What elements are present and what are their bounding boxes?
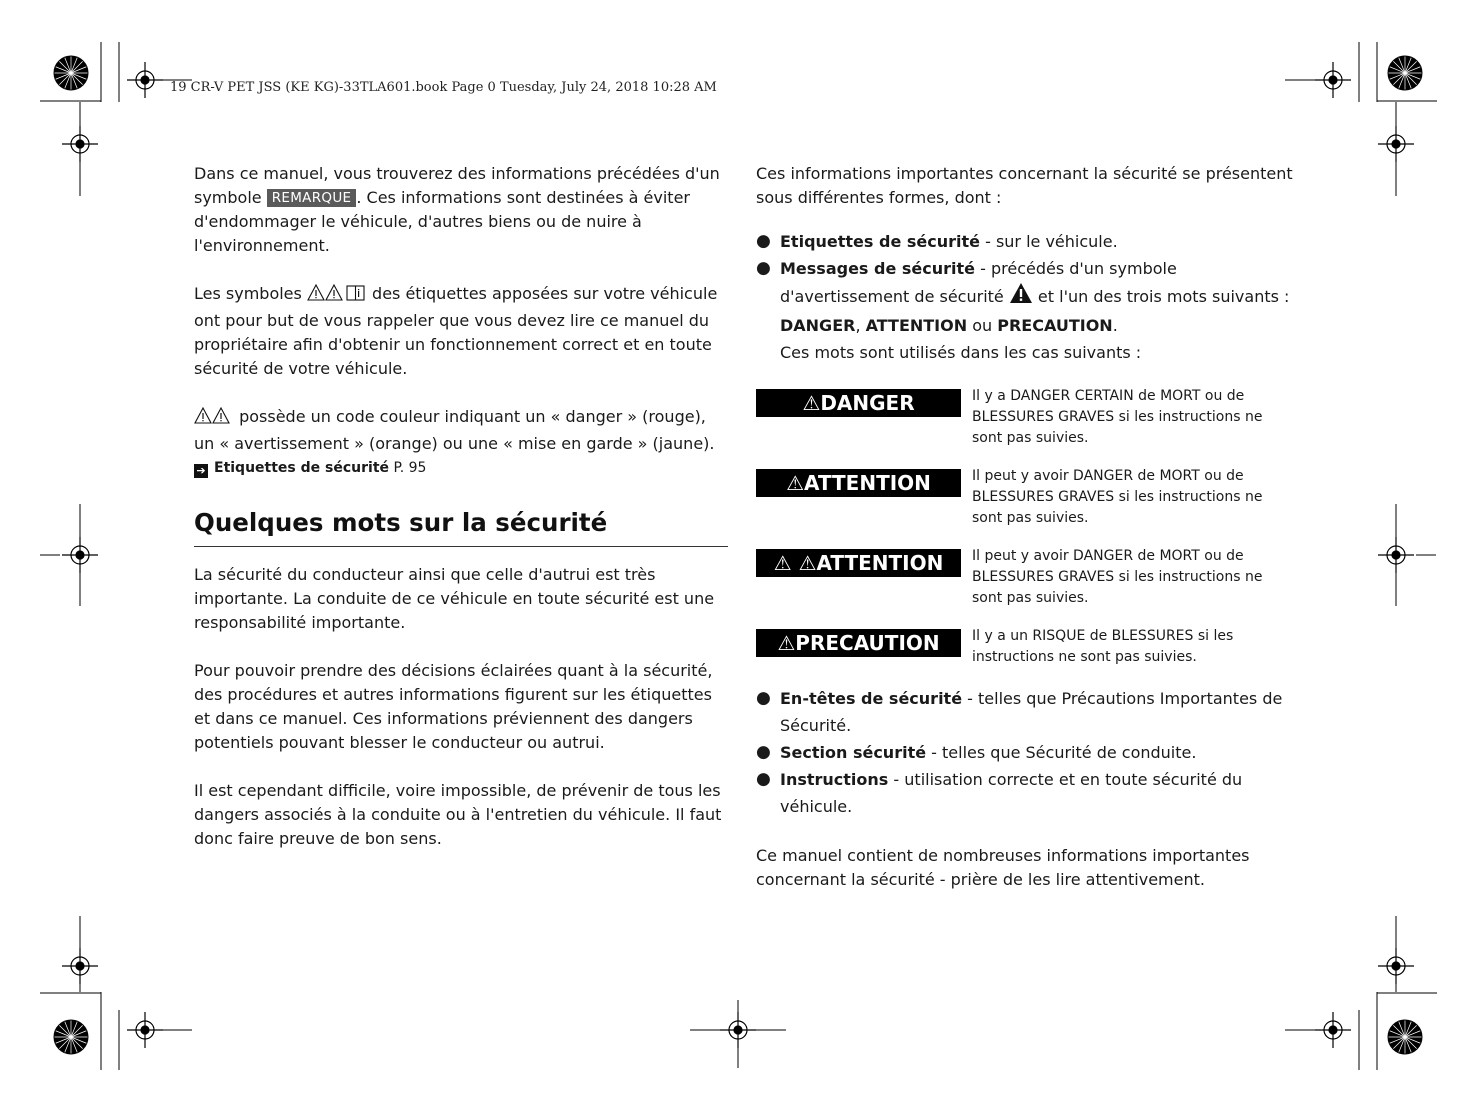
signal-attention — [756, 466, 1296, 529]
list-item — [756, 255, 1296, 366]
paragraph: Il est cependant difficile, voire impossible, de prévenir de tous les dangers associés à la conduite ou à l'entretien du véhicule. Il faut donc faire preuve de bon sens. — [194, 781, 722, 848]
signal-description: Il y a DANGER CERTAIN de MORT ou de BLESSURES GRAVES si les instructions ne sont pas suivies. — [972, 388, 1263, 446]
text: Section sécurité — [780, 743, 927, 762]
signal-description: Il peut y avoir DANGER de MORT ou de BLESSURES GRAVES si les instructions ne sont pas suivies. — [972, 548, 1263, 606]
signal-description: Il peut y avoir DANGER de MORT ou de BLESSURES GRAVES si les instructions ne sont pas suivies. — [972, 468, 1263, 526]
closing-paragraph: Ce manuel contient de nombreuses informations importantes concernant la sécurité - prière de les lire attentivement. — [756, 846, 1250, 889]
alert-icon: ⚠ ⚠ — [773, 551, 817, 575]
text: - telles que Précautions Importantes de Sécurité. — [780, 689, 1283, 735]
left-column — [194, 162, 728, 851]
text: ATTENTION — [804, 471, 931, 495]
color-code-paragraph — [194, 405, 728, 456]
remarque-badge: REMARQUE — [267, 189, 357, 207]
text: - utilisation correcte et en toute sécurité du véhicule. — [780, 770, 1243, 816]
text: DANGER — [820, 391, 915, 415]
signal-label — [756, 549, 961, 577]
signal-label — [756, 469, 961, 497]
forms-list — [756, 228, 1296, 366]
paragraph: Pour pouvoir prendre des décisions éclairées quant à la sécurité, des procédures et autres informations figurent sur les étiquettes et dans ce manuel. Ces informations préviennent des dangers potentiels pouvant blesser le conducteur ou autrui. — [194, 661, 713, 752]
text: En-têtes de sécurité — [780, 689, 963, 708]
alert-icon: ⚠ — [802, 391, 821, 415]
text: des étiquettes apposées sur votre véhicule ont pour but de vous rappeler que vous devez lire ce manuel du propriétaire afin d'obtenir un fonctionnement correct et en toute sécurité de votre véhicule. — [194, 284, 718, 378]
list-item — [756, 766, 1296, 820]
signal-label — [756, 389, 961, 417]
section-heading: Quelques mots sur la sécurité — [194, 508, 728, 547]
text: - précédés d'un symbole d'avertissement de sécurité — [780, 259, 1177, 306]
signal-label — [756, 629, 961, 657]
keyword: DANGER — [780, 316, 856, 335]
text: ATTENTION — [816, 551, 944, 575]
text: Etiquettes de sécurité — [780, 232, 980, 251]
keyword: PRECAUTION — [997, 316, 1113, 335]
forms-list-continued — [756, 685, 1296, 820]
alert-icon: ⚠ — [777, 631, 796, 655]
text: possède un code couleur indiquant un « danger » (rouge), un « avertissement » (orange) ou une « mise en garde » (jaune). — [194, 407, 715, 453]
warning-triangle-icon — [307, 284, 367, 309]
text: Ces mots sont utilisés dans les cas suivants : — [780, 343, 1142, 362]
text: PRECAUTION — [795, 631, 940, 655]
text: - sur le véhicule. — [980, 232, 1118, 251]
cross-reference[interactable] — [194, 456, 728, 480]
keyword: ATTENTION — [865, 316, 968, 335]
text: ou — [967, 316, 998, 335]
text: - telles que Sécurité de conduite. — [926, 743, 1197, 762]
symbols-paragraph — [194, 282, 728, 381]
text: . Ces informations sont destinées à éviter d'endommager le véhicule, d'autres biens ou de nuire à l'environnement. — [194, 188, 690, 255]
intro-paragraph: Ces informations importantes concernant la sécurité se présentent sous différentes formes, dont : — [756, 164, 1293, 207]
safety-alert-icon — [1009, 282, 1033, 312]
list-item — [756, 739, 1296, 766]
text: Dans ce manuel, vous trouverez des informations précédées d'un symbole — [194, 164, 720, 207]
xref-title[interactable]: Etiquettes de sécurité — [214, 460, 389, 476]
signal-words — [756, 386, 1296, 668]
text: Instructions — [780, 770, 889, 789]
text: Les symboles — [194, 284, 307, 303]
remarque-paragraph — [194, 162, 728, 258]
text: Messages de sécurité — [780, 259, 976, 278]
print-header: 19 CR-V PET JSS (KE KG)-33TLA601.book Page 0 Tuesday, July 24, 2018 10:28 AM — [170, 80, 717, 95]
reference-arrow-icon: ➔ — [194, 464, 208, 478]
text: , — [855, 316, 866, 335]
signal-attention-double — [756, 546, 1296, 609]
signal-description: Il y a un RISQUE de BLESSURES si les instructions ne sont pas suivies. — [972, 628, 1234, 665]
xref-page: P. 95 — [389, 460, 427, 476]
list-item — [756, 228, 1296, 255]
signal-danger — [756, 386, 1296, 449]
right-column — [756, 162, 1296, 892]
text: . — [1112, 316, 1118, 335]
text: et l'un des trois mots suivants : — [1032, 287, 1290, 306]
paragraph: La sécurité du conducteur ainsi que celle d'autrui est très importante. La conduite de ce véhicule en toute sécurité est une responsabilité importante. — [194, 565, 715, 632]
signal-precaution — [756, 626, 1296, 668]
warning-triangle-icon — [194, 407, 234, 432]
alert-icon: ⚠ — [786, 471, 805, 495]
list-item — [756, 685, 1296, 739]
